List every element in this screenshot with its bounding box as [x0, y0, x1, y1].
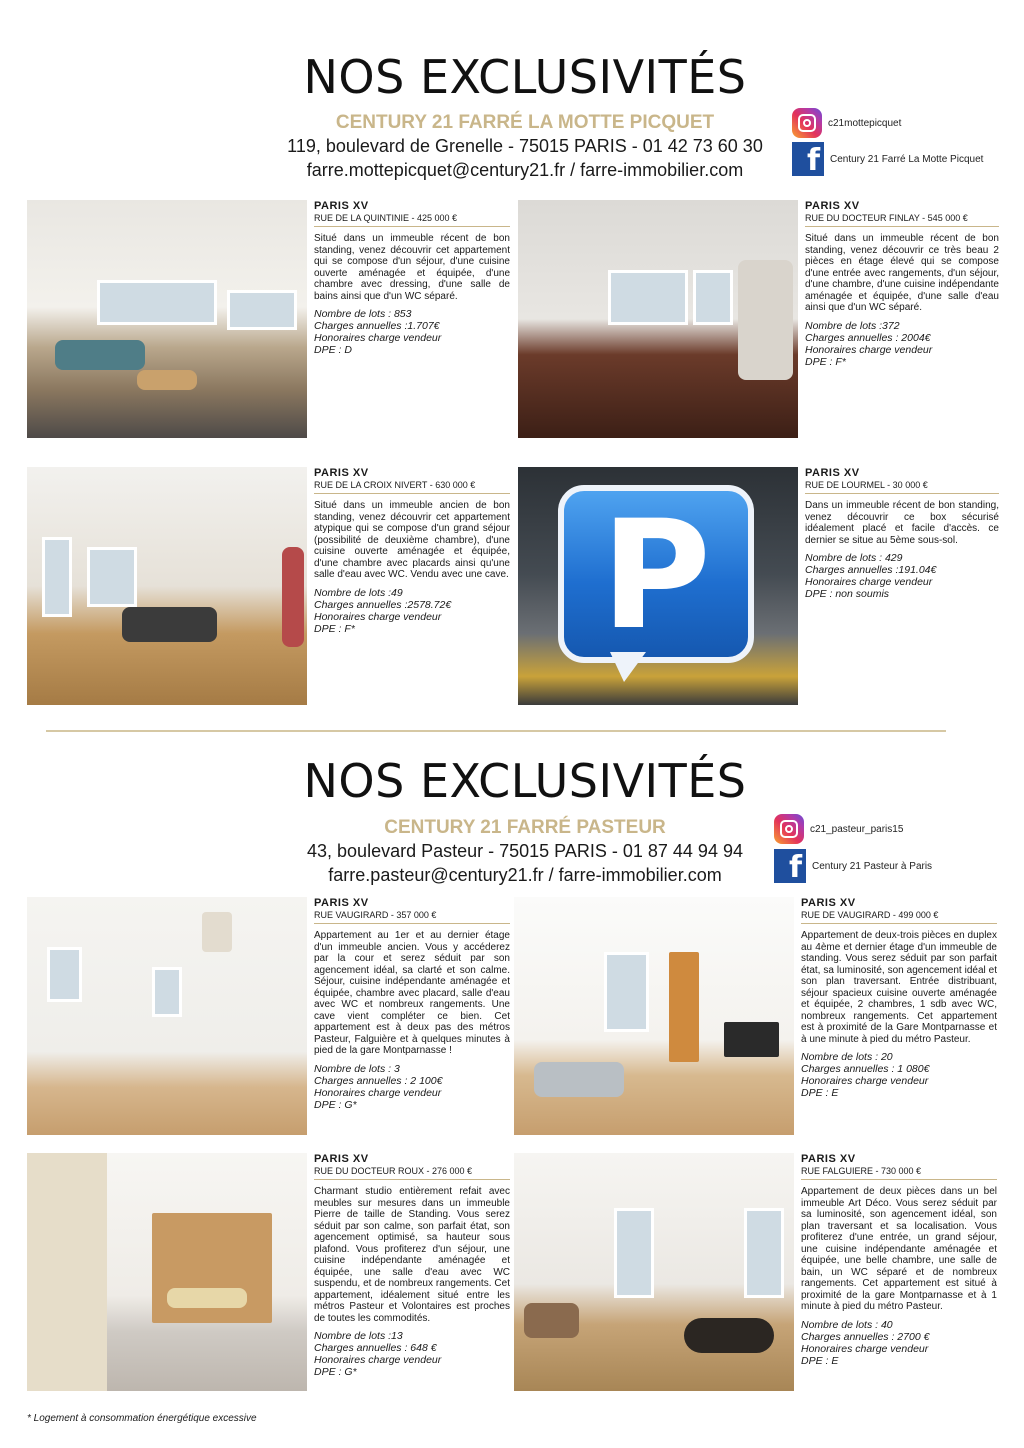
listing-street-price: RUE FALGUIERE - 730 000 €	[801, 1165, 997, 1180]
section-1-address: 119, boulevard de Grenelle - 75015 PARIS - 01 42 73 60 30	[287, 136, 763, 156]
listing-street-price: RUE DE LA CROIX NIVERT - 630 000 €	[314, 479, 510, 494]
listing-street-price: RUE DU DOCTEUR ROUX - 276 000 €	[314, 1165, 510, 1180]
parking-sign-letter: P	[601, 489, 711, 663]
facebook-icon: f	[774, 849, 806, 883]
listing-dpe: DPE : D	[314, 344, 352, 356]
listing-dpe: DPE : G*	[314, 1366, 357, 1378]
listing-card	[805, 200, 999, 368]
section-2-agency-name: CENTURY 21 FARRÉ PASTEUR	[384, 817, 666, 838]
listing-photo	[518, 467, 798, 705]
listing-street-price: RUE DU DOCTEUR FINLAY - 545 000 €	[805, 212, 999, 227]
listing-charges: Charges annuelles :191.04€	[805, 564, 937, 576]
listing-photo	[514, 897, 794, 1135]
footnote: * Logement à consommation énergétique excessive	[27, 1413, 257, 1424]
section-2-facebook-link[interactable]	[774, 849, 932, 883]
facebook-icon: f	[792, 142, 824, 176]
section-2-contact[interactable]: farre.pasteur@century21.fr / farre-immobilier.com	[328, 865, 722, 885]
listing-description: Situé dans un immeuble récent de bon standing, venez découvrir ce très beau 2 pièces en étage élevé qui se compose d'une entrée avec rangements, d'un séjour, d'une chambre, d'une cuisine indépendante aménagée et équipée, d'une salle d'eau ainsi que d'un WC séparé.	[805, 233, 999, 313]
facebook-page-name: Century 21 Pasteur à Paris	[812, 860, 933, 872]
listing-charges: Charges annuelles :1.707€	[314, 320, 440, 332]
listing-description: Situé dans un immeuble ancien de bon standing, venez découvrir cet appartement atypique qui se compose d'un grand séjour (possibilité de deuxième chambre), d'une cuisine ouverte aménagée et équipée, d'une chambre avec placards ainsi qu'une salle d'eau avec WC. Vendu avec une cave.	[314, 500, 510, 580]
listing-dpe: DPE : F*	[314, 622, 355, 635]
listing-photo	[27, 897, 307, 1135]
section-divider	[46, 730, 946, 732]
section-2-title: NOS EXCLUSIVITÉS	[303, 754, 747, 808]
instagram-handle: c21_pasteur_paris15	[810, 823, 904, 835]
listing-dpe: DPE : F*	[805, 355, 846, 368]
listing-street-price: RUE DE VAUGIRARD - 499 000 €	[801, 909, 997, 924]
section-1-agency-name: CENTURY 21 FARRÉ LA MOTTE PICQUET	[335, 112, 715, 133]
instagram-handle: c21mottepicquet	[828, 117, 902, 129]
listing-city: PARIS XV	[805, 467, 860, 479]
listing-description: Dans un immeuble récent de bon standing, venez découvrir ce box sécurisé idéalement placé et facile d'accès. ce dernier se situe au 5ème sous-sol.	[805, 500, 999, 546]
listing-street-price: RUE DE LOURMEL - 30 000 €	[805, 479, 999, 494]
listing-fees: Honoraires charge vendeur	[805, 576, 933, 588]
listing-city: PARIS XV	[314, 200, 369, 212]
listing-fees: Honoraires charge vendeur	[314, 1086, 442, 1099]
listing-card	[314, 897, 510, 1111]
listing-lots: Nombre de lots : 853	[314, 308, 412, 320]
listing-lots: Nombre de lots : 40	[801, 1318, 893, 1331]
instagram-icon	[792, 108, 822, 138]
listing-lots: Nombre de lots : 429	[805, 552, 903, 564]
listing-city: PARIS XV	[314, 467, 369, 479]
listing-card	[801, 897, 997, 1099]
listing-lots: Nombre de lots :13	[314, 1330, 403, 1342]
listing-charges: Charges annuelles : 2 100€	[314, 1074, 443, 1087]
listing-city: PARIS XV	[801, 897, 856, 909]
listing-city: PARIS XV	[805, 200, 860, 212]
listing-photo	[27, 467, 307, 705]
parking-sign-icon	[558, 485, 754, 663]
facebook-page-name: Century 21 Farré La Motte Picquet	[830, 153, 984, 165]
listing-fees: Honoraires charge vendeur	[314, 1354, 442, 1366]
listing-photo	[27, 1153, 307, 1391]
listing-lots: Nombre de lots :49	[314, 586, 403, 599]
listing-city: PARIS XV	[314, 897, 369, 909]
listing-fees: Honoraires charge vendeur	[805, 343, 933, 356]
listing-photo	[27, 200, 307, 438]
listing-charges: Charges annuelles : 2004€	[805, 331, 931, 344]
section-2-address: 43, boulevard Pasteur - 75015 PARIS - 01 87 44 94 94	[307, 841, 743, 861]
listing-lots: Nombre de lots : 3	[314, 1062, 400, 1075]
listing-street-price: RUE VAUGIRARD - 357 000 €	[314, 909, 510, 924]
listing-city: PARIS XV	[314, 1153, 369, 1165]
listing-dpe: DPE : G*	[314, 1098, 357, 1111]
listing-photo	[518, 200, 798, 438]
listing-card	[805, 467, 999, 600]
listing-fees: Honoraires charge vendeur	[801, 1342, 929, 1355]
listing-dpe: DPE : E	[801, 1354, 839, 1367]
listing-description: Appartement au 1er et au dernier étage d'un immeuble ancien. Vous y accéderez par la cour et serez séduit par son agencement idéal, sa clarté et son calme. Séjour, cuisine indépendante aménagée et équipée, chambre avec placard, salle d'eau avec WC et nombreux rangements. Une cave vient compléter ce bien. Cet appartement est à deux pas des métros Pasteur, Falguière et à quelques minutes à pied de la gare Montparnasse !	[314, 930, 510, 1056]
section-1-facebook-link[interactable]	[792, 142, 983, 176]
listing-card	[314, 200, 510, 356]
listing-fees: Honoraires charge vendeur	[314, 332, 442, 344]
listing-card	[801, 1153, 997, 1367]
section-1-instagram-link[interactable]	[792, 108, 901, 138]
listing-photo	[514, 1153, 794, 1391]
listing-street-price: RUE DE LA QUINTINIE - 425 000 €	[314, 212, 510, 227]
listing-lots: Nombre de lots : 20	[801, 1051, 893, 1063]
listing-card	[314, 1153, 510, 1378]
listing-city: PARIS XV	[801, 1153, 856, 1165]
listing-dpe: DPE : non soumis	[805, 588, 890, 600]
section-1-title: NOS EXCLUSIVITÉS	[303, 50, 747, 104]
listing-fees: Honoraires charge vendeur	[801, 1075, 929, 1087]
instagram-icon	[774, 814, 804, 844]
section-2-instagram-link[interactable]	[774, 814, 903, 844]
listing-dpe: DPE : E	[801, 1087, 839, 1099]
listing-charges: Charges annuelles : 1 080€	[801, 1063, 930, 1075]
listing-description: Appartement de deux pièces dans un bel immeuble Art Déco. Vous serez séduit par sa luminosité, son agencement idéal, son plan traversant et sa localisation. Vous profiterez d'une entrée, un grand séjour, une cuisine indépendante aménagée et équipée, une belle chambre, une salle de bain, un WC séparé et de nombreux rangements. Cet appartement est situé à proximité de la gare Montparnasse et à 1 minute à pied du métro Pasteur.	[801, 1186, 997, 1312]
listing-charges: Charges annuelles : 2700 €	[801, 1330, 930, 1343]
listing-fees: Honoraires charge vendeur	[314, 610, 442, 623]
listing-description: Charmant studio entièrement refait avec meubles sur mesures dans un immeuble Pierre de taille de Standing. Vous serez séduit par son calme, son parfait état, son agencement optimisé, sa hauteur sous plafond. Vous profiterez d'un séjour, une cuisine indépendante aménagée et équipée, une salle d'eau avec WC suspendu, et de nombreux rangements. Cet appartement, idéalement situé entre les métros Pasteur et Volontaires est proches de toutes les commodités.	[314, 1186, 510, 1324]
listing-card	[314, 467, 510, 635]
listing-lots: Nombre de lots :372	[805, 319, 900, 332]
listing-description: Situé dans un immeuble récent de bon standing, venez découvrir cet appartement qui se compose d'un séjour, d'une cuisine ouverte aménagée et équipée, d'une chambre avec dressing, d'une salle de bains ainsi que d'un WC séparé.	[314, 233, 510, 302]
section-1-contact[interactable]: farre.mottepicquet@century21.fr / farre-immobilier.com	[306, 160, 744, 180]
listing-description: Appartement de deux-trois pièces en duplex au 4ème et dernier étage d'un immeuble de standing. Vous serez séduit par son parfait état, sa luminosité, son agencement idéal et son plan traversant. Entrée distribuant, séjour spacieux cuisine ouverte aménagée et équipée, 2 chambres, 1 sdb avec WC, nombreux rangements. Cet appartement est à proximité de la Gare Montparnasse et à une minute à pied du métro Pasteur.	[801, 930, 997, 1045]
listing-charges: Charges annuelles : 648 €	[314, 1342, 437, 1354]
listing-charges: Charges annuelles :2578.72€	[314, 598, 452, 611]
